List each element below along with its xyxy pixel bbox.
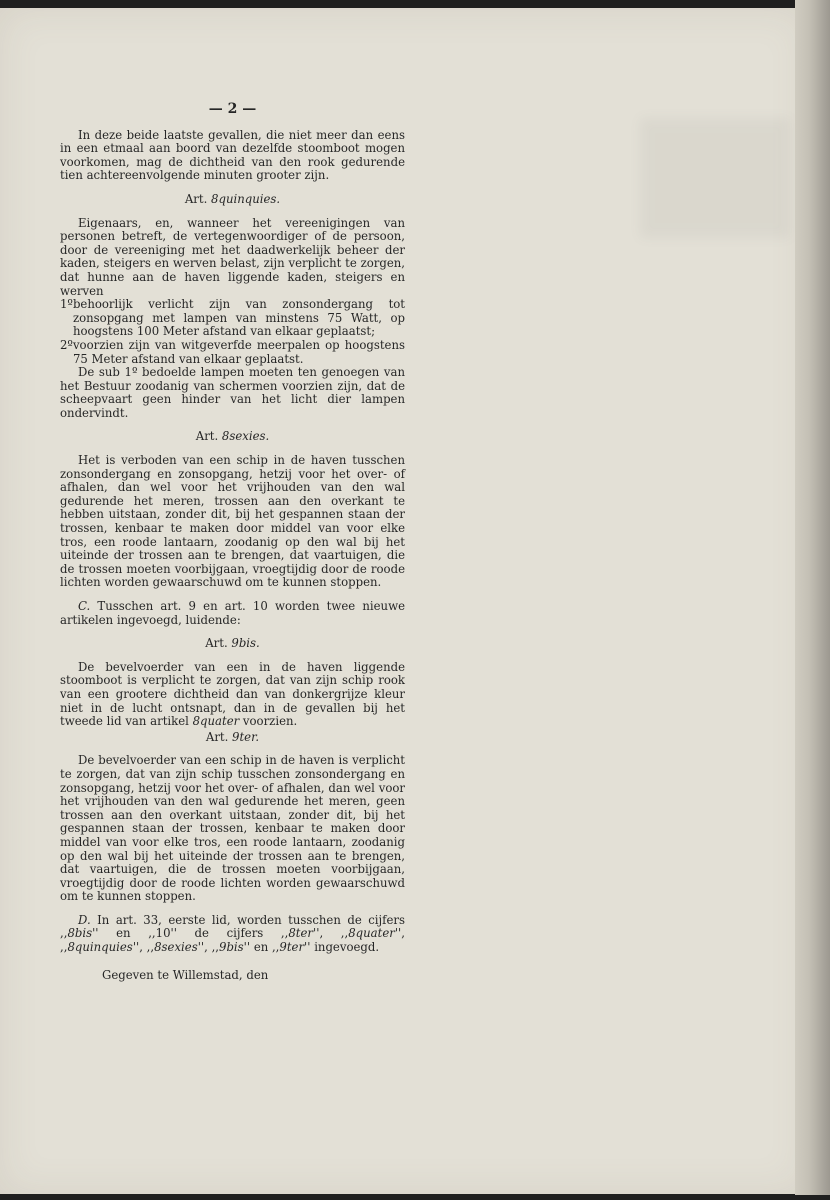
paragraph-5: C. Tusschen art. 9 en art. 10 worden twee nieuwe artikelen ingevoegd, luidende: [60, 599, 405, 627]
paragraph-7: De bevelvoerder van een schip in de haven is verplicht te zorgen, dat van zijn schip tusschen zonsondergang en zonsopgang, hetzij voor het over- of afhalen, dan wel voor het vrijhouden van den wal gedurende het meren, geen trossen aan den overkant uitstaan, zonder dit, bij het gespannen staan der trossen, kenbaar te maken door middel van voor elke tros, een roode lantaarn, zoodanig op den wal bij het uiteinde der trossen aan te brengen, dat vaartuigen, die de trossen moeten voorbijgaan, vroegtijdig door de roode lichten worden gewaarschuwd om te kunnen stoppen. [60, 753, 405, 904]
list-item-number: 1º [60, 297, 73, 312]
paragraph-4: Het is verboden van een schip in de haven tusschen zonsondergang en zonsopgang, hetzij voor het over- of afhalen, dan wel voor het vrijhouden van den wal gedurende het meren, trossen aan den overkant te hebben uitstaan, zonder dit, bij het gespannen staan der trossen, kenbaar te maken door middel van voor elke tros, een roode lantaarn, zoodanig op den wal bij het uiteinde der trossen aan te brengen, dat vaartuigen, die de trossen moeten voorbijgaan, vroegtijdig door de roode lichten worden gewaarschuwd om te kunnen stoppen. [60, 453, 405, 590]
article-heading-9ter: Art. 9ter. [205, 729, 260, 744]
article-heading-8quinquies: Art. 8quinquies. [184, 191, 281, 206]
paragraph-6: De bevelvoerder van een in de haven liggende stoomboot is verplicht te zorgen, dat van zijn schip rook van een grootere dichtheid dan van donkergrijze kleur niet in de lucht ontsnapt, dan in de gevallen bij het tweede lid van artikel 8quater voorzien. [60, 659, 405, 729]
document-page [0, 8, 808, 1194]
section-label-c: C. [78, 599, 91, 613]
paragraph-2: Eigenaars, en, wanneer het vereenigingen van personen betreft, de vertegenwoordiger of de persoon, door de vereeniging met het daadwerkelijk beheer der kaden, steigers en werven belast, zijn verplicht te zorgen, dat hunne aan de haven liggende kaden, steigers en werven [60, 215, 405, 298]
article-heading-8sexies: Art. 8sexies. [195, 429, 270, 444]
list-item-1 [60, 298, 405, 339]
paragraph-3: De sub 1º bedoelde lampen moeten ten genoegen van het Bestuur zoodanig van schermen voorzien zijn, dat de scheepvaart geen hinder van het licht dier lampen ondervindt. [60, 365, 405, 420]
list-item-number: 2º [60, 337, 73, 352]
paragraph-8: D. In art. 33, eerste lid, worden tusschen de cijfers ,,8bis'' en ,,10'' de cijfers ,,8ter'', ,,8quater'', ,,8quinquies'', ,,8sexies'', ,,9bis'' en ,,9ter'' ingevoegd. [60, 912, 405, 955]
bleed-through-stamp [640, 118, 790, 238]
section-label-d: D. [78, 912, 91, 927]
page-edge [795, 0, 830, 1195]
closing-line: Gegeven te Willemstad, den [102, 967, 269, 982]
article-heading-9bis: Art. 9bis. [205, 636, 260, 651]
document-body [60, 103, 405, 982]
paragraph-1: In deze beide laatste gevallen, die niet meer dan eens in een etmaal aan boord van dezelfde stoomboot mogen voorkomen, mag de dichtheid van den rook gedurende tien achtereenvolgende minuten grooter zijn. [60, 127, 405, 183]
list-item-2 [60, 339, 405, 366]
list-item-text: behoorlijk verlicht zijn van zonsondergang tot zonsopgang met lampen van minstens 75 Watt, op hoogstens 100 Meter afstand van elkaar geplaatst; [72, 297, 405, 339]
list-item-text: voorzien zijn van witgeverfde meerpalen op hoogstens 75 Meter afstand van elkaar geplaatst. [72, 337, 405, 366]
page-number: — 2 — [208, 101, 257, 117]
